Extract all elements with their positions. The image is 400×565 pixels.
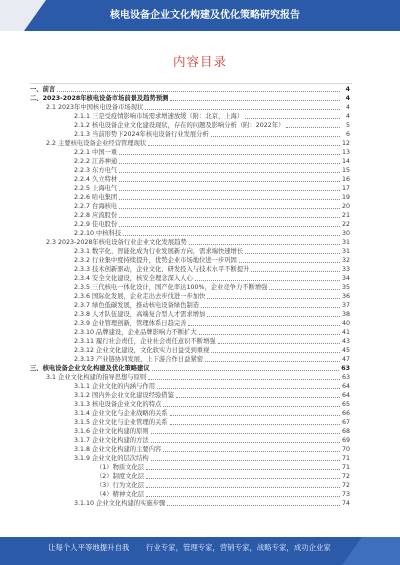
toc-entry (0, 499, 400, 508)
toc-entry-page-number: 36 (341, 292, 350, 300)
toc-entry-title: 2.3.6 国际化发展，企业走出去步伐进一步加快 (74, 292, 206, 300)
toc-entry (0, 103, 400, 112)
toc-list (0, 85, 400, 508)
toc-dot-leader (163, 451, 340, 452)
toc-entry (0, 472, 400, 481)
toc-entry (0, 490, 400, 499)
toc-dot-leader (211, 352, 340, 353)
toc-entry (0, 139, 400, 148)
toc-entry-title: 2.2.10 中核科技 (74, 229, 122, 237)
toc-entry-title: 2.2.4 久立特材 (74, 175, 118, 183)
toc-entry-page-number: 67 (341, 418, 350, 426)
toc-entry-page-number: 4 (345, 85, 350, 93)
toc-entry-title: 2.3.5 三代核电一体化设计，国产化率达100%，企业竞争力不断增强 (74, 283, 268, 291)
toc-entry (0, 247, 400, 256)
toc-entry-page-number: 38 (341, 310, 350, 318)
toc-entry-page-number: 73 (341, 490, 350, 498)
toc-entry-page-number: 69 (341, 436, 350, 444)
toc-entry (0, 319, 400, 328)
toc-entry-title: 2.2.2 江苏神通 (74, 157, 118, 165)
toc-entry-page-number: 65 (341, 400, 350, 408)
toc-entry-title: 2.3.4 安全文化建设，核安全理念深入人心 (74, 274, 193, 282)
toc-entry (0, 481, 400, 490)
toc-entry-page-number: 71 (341, 463, 350, 471)
toc-dot-leader (119, 190, 340, 191)
toc-dot-leader (119, 217, 340, 218)
toc-entry (0, 454, 400, 463)
toc-entry-title: 3.1.8 企业文化构建的主要内容 (74, 445, 162, 453)
toc-entry (0, 310, 400, 319)
toc-entry-title: 3.1.2 国内外企业文化建设经验借鉴 (74, 391, 174, 399)
toc-dot-leader (205, 361, 340, 362)
toc-entry-page-number: 30 (341, 229, 350, 237)
toc-entry (0, 94, 400, 103)
toc-entry-page-number: 70 (341, 445, 350, 453)
toc-entry-title: 二、2023-2028年核电设备市场前景及趋势预测 (30, 94, 169, 102)
toc-entry (0, 418, 400, 427)
toc-dot-leader (146, 496, 340, 497)
toc-entry-title: 三、核电设备企业文化构建及优化策略建议 (30, 364, 150, 372)
toc-dot-leader (170, 100, 340, 101)
toc-entry-page-number: 4 (345, 94, 350, 102)
toc-dot-leader (148, 379, 340, 380)
toc-dot-leader (195, 280, 340, 281)
toc-entry (0, 427, 400, 436)
toc-entry (0, 112, 400, 121)
toc-entry-page-number: 35 (341, 283, 350, 291)
toc-entry-title: 2.3.11 履行社会责任，企业社会责任意识不断增强 (74, 337, 216, 345)
toc-entry-page-number: 72 (341, 481, 350, 489)
toc-dot-leader (151, 460, 340, 461)
toc-entry (0, 184, 400, 193)
toc-entry (0, 211, 400, 220)
toc-dot-leader (170, 415, 340, 416)
toc-entry-title: 2.2.8 应流股份 (74, 211, 118, 219)
toc-entry-page-number: 66 (341, 409, 350, 417)
toc-entry-title: 2.1.3 当前形势下2024年核电设备行业发展分析 (74, 130, 209, 138)
toc-entry-page-number: 41 (341, 328, 350, 336)
footer-tagline: 行业专家，管理专家，营销专家，战略专家，成功企业家 (146, 543, 331, 552)
toc-dot-leader (170, 424, 340, 425)
toc-entry-title: 3.1.1 企业文化的内涵与作用 (74, 382, 155, 390)
toc-dot-leader (146, 478, 340, 479)
toc-dot-leader (123, 235, 340, 236)
toc-entry-title: （3）行为文化层 (96, 481, 145, 489)
toc-entry-title: 2.1 2023年中国核电设备市场现状 (46, 103, 144, 111)
toc-entry-page-number: 71 (341, 454, 350, 462)
toc-entry-title: 2.3.12 企业文化建设，文化软实力日益受到重视 (74, 346, 210, 354)
toc-entry-page-number: 32 (341, 256, 350, 264)
toc-entry-title: （1）物质文化层 (96, 463, 145, 471)
toc-entry (0, 292, 400, 301)
toc-dot-leader (119, 181, 340, 182)
toc-entry-page-number: 31 (341, 238, 350, 246)
toc-dot-leader (119, 163, 340, 164)
toc-entry (0, 445, 400, 454)
toc-entry-page-number: 68 (341, 427, 350, 435)
toc-entry (0, 265, 400, 274)
toc-dot-leader (119, 226, 340, 227)
toc-entry (0, 355, 400, 364)
toc-entry (0, 283, 400, 292)
footer-slogan: 让每个人平等地提升自我 (48, 543, 130, 552)
toc-entry-page-number: 20 (341, 202, 350, 210)
toc-entry-page-number: 6 (345, 130, 350, 138)
toc-dot-leader (176, 397, 340, 398)
toc-entry (0, 409, 400, 418)
toc-entry-page-number: 72 (341, 472, 350, 480)
toc-entry (0, 202, 400, 211)
toc-heading: 内容目录 (172, 54, 227, 69)
toc-entry-title: 2.2.1 中国一重 (74, 148, 118, 156)
toc-entry (0, 391, 400, 400)
toc-dot-leader (201, 307, 340, 308)
toc-entry (0, 382, 400, 391)
toc-entry-page-number: 64 (341, 391, 350, 399)
toc-entry-title: 3.1.7 企业文化构建的方法 (74, 436, 149, 444)
toc-entry-title: 2.3.10 品牌建设，企业品牌影响力不断扩大 (74, 328, 197, 336)
toc-entry (0, 175, 400, 184)
toc-entry-page-number: 22 (341, 220, 350, 228)
toc-dot-leader (218, 343, 340, 344)
toc-entry-page-number: 15 (341, 166, 350, 174)
toc-entry-title: （2）制度文化层 (96, 472, 145, 480)
toc-dot-leader (199, 334, 340, 335)
toc-entry-title: 3.1.6 企业文化构建的原则 (74, 427, 149, 435)
toc-entry-page-number: 63 (341, 373, 350, 381)
toc-entry (0, 166, 400, 175)
toc-entry-page-number: 16 (341, 175, 350, 183)
toc-entry (0, 121, 400, 130)
toc-entry-page-number: 34 (341, 274, 350, 282)
toc-entry-title: 2.2.3 东方电气 (74, 166, 118, 174)
toc-dot-leader (239, 262, 340, 263)
toc-entry-title: 3.1.5 企业文化与企业管理的关系 (74, 418, 168, 426)
toc-dot-leader (152, 370, 340, 371)
toc-entry-page-number: 14 (341, 157, 350, 165)
toc-entry (0, 220, 400, 229)
toc-entry-page-number: 4 (345, 103, 350, 111)
toc-dot-leader (146, 469, 340, 470)
toc-entry-title: 2.3.2 行业集中度持续提升，优势企业市场地位进一步巩固 (74, 256, 237, 264)
toc-entry-title: 3.1.4 企业文化与企业战略的关系 (74, 409, 168, 417)
toc-dot-leader (145, 109, 340, 110)
toc-entry-title: 2.1.1 三是受疫情影响市场需求增速放缓（附：北京、上海） (74, 112, 244, 120)
toc-entry-page-number: 47 (341, 355, 350, 363)
toc-entry (0, 256, 400, 265)
toc-entry-page-number: 17 (341, 184, 350, 192)
report-title: 核电设备企业文化构建及优化策略研究报告 (110, 10, 300, 21)
toc-dot-leader (157, 388, 340, 389)
toc-entry-page-number: 40 (341, 319, 350, 327)
toc-entry-page-number: 45 (341, 346, 350, 354)
toc-entry-title: 3.1.3 核电设备企业文化的特点 (74, 400, 162, 408)
toc-entry-page-number: 31 (341, 247, 350, 255)
toc-entry (0, 436, 400, 445)
toc-dot-leader (119, 199, 340, 200)
toc-entry-title: 2.3.7 绿色低碳发展，推动核电设备绿色制造 (74, 301, 200, 309)
toc-dot-leader (148, 145, 340, 146)
toc-entry-title: 2.2 主要核电设备企业经营管理现状 (46, 139, 147, 147)
toc-entry-page-number: 33 (341, 265, 350, 273)
toc-entry (0, 238, 400, 247)
toc-dot-leader (245, 253, 340, 254)
toc-dot-leader (146, 487, 340, 488)
toc-entry (0, 148, 400, 157)
toc-entry (0, 130, 400, 139)
toc-entry-title: 2.3.3 技术创新驱动，企业文化、研发投入与技术水平不断提升 (74, 265, 250, 273)
toc-entry-page-number: 12 (341, 139, 350, 147)
toc-entry-title: 3.1 企业文化构建的指导思想与原则 (46, 373, 147, 381)
toc-dot-leader (151, 442, 340, 443)
toc-dot-leader (207, 298, 340, 299)
toc-dot-leader (269, 289, 340, 290)
toc-entry-page-number: 64 (341, 382, 350, 390)
toc-entry-title: 2.3.9 企业管理创新，管理体系日趋完善 (74, 319, 187, 327)
toc-entry-title: 2.3.8 人才队伍建设，高端复合型人才需求增加 (74, 310, 206, 318)
toc-entry (0, 328, 400, 337)
toc-entry (0, 400, 400, 409)
toc-entry-page-number: 19 (341, 193, 350, 201)
toc-entry (0, 85, 400, 94)
toc-entry-page-number: 21 (341, 211, 350, 219)
toc-entry (0, 463, 400, 472)
toc-entry-page-number: 37 (341, 301, 350, 309)
toc-dot-leader (245, 118, 340, 119)
toc-dot-leader (286, 127, 340, 128)
toc-entry-title: 2.3 2023-2028年核电设备行业企业文化发展趋势 (46, 238, 187, 246)
toc-entry (0, 346, 400, 355)
toc-dot-leader (167, 505, 340, 506)
toc-dot-leader (151, 433, 340, 434)
toc-dot-leader (57, 91, 340, 92)
toc-entry-page-number: 13 (341, 148, 350, 156)
toc-entry (0, 373, 400, 382)
toc-dot-leader (251, 271, 340, 272)
toc-entry-title: 2.2.5 上海电气 (74, 184, 118, 192)
toc-dot-leader (119, 208, 340, 209)
toc-entry-page-number: 43 (341, 337, 350, 345)
toc-dot-leader (207, 316, 340, 317)
toc-dot-leader (163, 406, 340, 407)
toc-entry-title: （4）精神文化层 (96, 490, 145, 498)
toc-entry (0, 157, 400, 166)
toc-entry-page-number: 74 (341, 499, 350, 507)
toc-entry-title: 2.2.6 哈电集团 (74, 193, 118, 201)
toc-entry-title: 3.1.10 企业文化构建的实施步骤 (74, 499, 166, 507)
toc-entry (0, 193, 400, 202)
toc-dot-leader (211, 136, 340, 137)
toc-dot-leader (119, 154, 340, 155)
toc-entry (0, 274, 400, 283)
toc-entry-title: 2.2.7 台海核电 (74, 202, 118, 210)
toc-entry (0, 229, 400, 238)
toc-dot-leader (189, 244, 340, 245)
toc-entry-title: 一、前言 (30, 85, 56, 93)
toc-dot-leader (188, 325, 340, 326)
toc-entry-title: 3.1.9 企业文化的层次结构 (74, 454, 149, 462)
toc-entry-page-number: 5 (345, 121, 350, 129)
toc-entry-title: 2.1.2 核电设备企业文化建设现状，存在的问题及影响分析（附：2022年） (74, 121, 285, 129)
toc-entry-title: 2.2.9 佳电股份 (74, 220, 118, 228)
toc-dot-leader (119, 172, 340, 173)
toc-entry (0, 364, 400, 373)
toc-entry-page-number: 63 (341, 364, 350, 372)
toc-entry-title: 2.3.1 数字化、智能化成为行业发展新方向，需求端快速增长 (74, 247, 244, 255)
toc-entry (0, 301, 400, 310)
toc-entry (0, 337, 400, 346)
toc-entry-page-number: 4 (345, 112, 350, 120)
toc-entry-title: 2.3.13 产业链协同发展，上下游合作日益紧密 (74, 355, 204, 363)
